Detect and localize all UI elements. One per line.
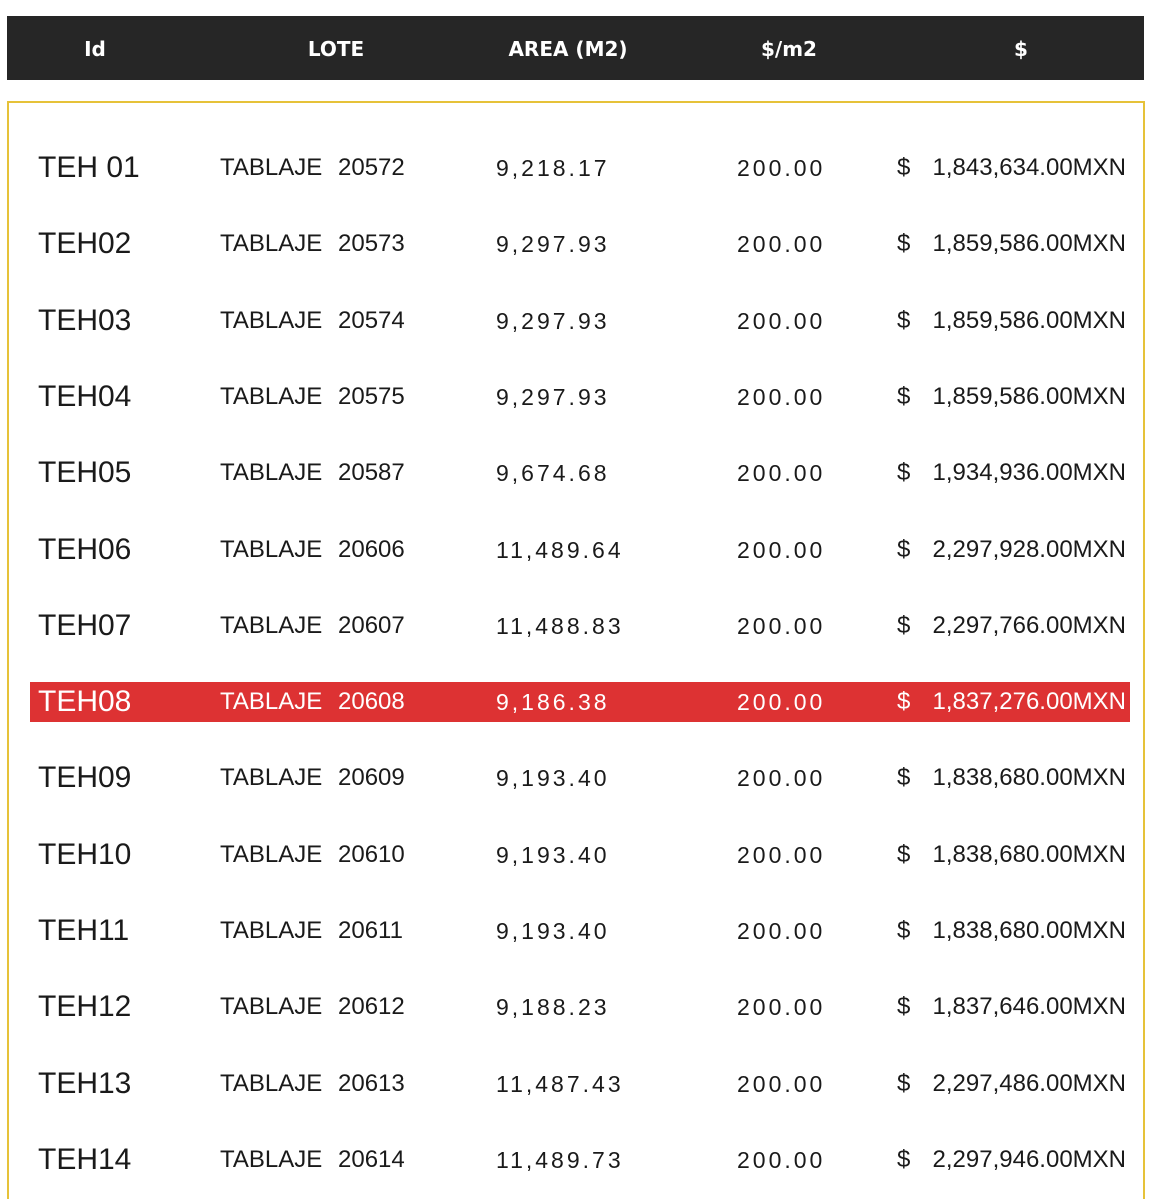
lot-price-per-m2: 200.00	[737, 384, 826, 410]
lot-price: 2,297,928.00MXN	[932, 536, 1126, 563]
lot-price: 1,859,586.00MXN	[932, 307, 1126, 334]
lot-number: 20575	[338, 383, 405, 410]
lot-number: 20572	[338, 154, 405, 181]
lot-type: TABLAJE	[220, 841, 323, 868]
lot-type: TABLAJE	[220, 536, 323, 563]
lot-id: TEH06	[38, 533, 132, 566]
lot-number: 20609	[338, 764, 405, 791]
currency-symbol: $	[897, 230, 911, 257]
lot-type: TABLAJE	[220, 383, 323, 410]
lot-type: TABLAJE	[220, 917, 323, 944]
lot-price: 2,297,486.00MXN	[932, 1070, 1126, 1097]
lot-type: TABLAJE	[220, 764, 323, 791]
table-header	[7, 16, 1144, 80]
currency-symbol: $	[897, 917, 911, 944]
currency-symbol: $	[897, 307, 911, 334]
table-row	[30, 453, 1130, 493]
currency-symbol: $	[897, 154, 911, 181]
lot-price-per-m2: 200.00	[737, 308, 826, 334]
lot-price-per-m2: 200.00	[737, 155, 826, 181]
table-row	[30, 1140, 1130, 1180]
lot-area: 9,218.17	[496, 155, 610, 181]
currency-symbol: $	[897, 459, 911, 486]
currency-symbol: $	[897, 764, 911, 791]
lot-id: TEH14	[38, 1143, 132, 1176]
lot-area: 9,297.93	[496, 384, 610, 410]
lot-price-per-m2: 200.00	[737, 231, 826, 257]
lot-area: 11,489.73	[496, 1147, 624, 1173]
lot-id: TEH11	[38, 914, 130, 947]
lot-id: TEH05	[38, 456, 132, 489]
lot-id: TEH02	[38, 227, 132, 260]
lot-id: TEH03	[38, 304, 132, 337]
lot-area: 11,487.43	[496, 1071, 624, 1097]
table-row-highlighted	[30, 682, 1130, 722]
column-header-id: Id	[84, 37, 106, 61]
table-row	[30, 377, 1130, 417]
lot-price: 1,837,276.00MXN	[932, 688, 1126, 715]
lot-id: TEH09	[38, 761, 132, 794]
lot-id: TEH10	[38, 838, 132, 871]
currency-symbol: $	[897, 536, 911, 563]
table-row	[30, 758, 1130, 798]
lot-type: TABLAJE	[220, 1070, 323, 1097]
lot-price: 2,297,946.00MXN	[932, 1146, 1126, 1173]
lot-price-per-m2: 200.00	[737, 1147, 826, 1173]
table-row	[30, 301, 1130, 341]
lot-number: 20612	[338, 993, 405, 1020]
lot-id: TEH08	[38, 685, 132, 718]
lot-price-per-m2: 200.00	[737, 918, 826, 944]
table-row	[30, 606, 1130, 646]
column-header-area: AREA (M2)	[508, 37, 628, 61]
lot-type: TABLAJE	[220, 993, 323, 1020]
lot-type: TABLAJE	[220, 459, 323, 486]
lot-type: TABLAJE	[220, 230, 323, 257]
lot-price-per-m2: 200.00	[737, 765, 826, 791]
lot-area: 11,488.83	[496, 613, 624, 639]
lot-price: 1,837,646.00MXN	[932, 993, 1126, 1020]
lot-type: TABLAJE	[220, 688, 323, 715]
lot-price-per-m2: 200.00	[737, 537, 826, 563]
lot-area: 9,297.93	[496, 231, 610, 257]
lot-number: 20606	[338, 536, 405, 563]
lot-area: 9,193.40	[496, 918, 610, 944]
table-row	[30, 1064, 1130, 1104]
lot-price: 2,297,766.00MXN	[932, 612, 1126, 639]
table-row	[30, 224, 1130, 264]
lot-area: 9,297.93	[496, 308, 610, 334]
currency-symbol: $	[897, 1146, 911, 1173]
lot-price: 1,859,586.00MXN	[932, 230, 1126, 257]
lot-id: TEH13	[38, 1067, 132, 1100]
lot-price: 1,838,680.00MXN	[932, 841, 1126, 868]
lot-number: 20608	[338, 688, 405, 715]
lot-number: 20573	[338, 230, 405, 257]
lot-price-per-m2: 200.00	[737, 613, 826, 639]
currency-symbol: $	[897, 993, 911, 1020]
currency-symbol: $	[897, 612, 911, 639]
lot-price-per-m2: 200.00	[737, 994, 826, 1020]
lot-area: 9,193.40	[496, 842, 610, 868]
lot-price: 1,934,936.00MXN	[932, 459, 1126, 486]
table-row	[30, 987, 1130, 1027]
lot-type: TABLAJE	[220, 612, 323, 639]
lot-price: 1,859,586.00MXN	[932, 383, 1126, 410]
table-row	[30, 835, 1130, 875]
lot-area: 9,188.23	[496, 994, 610, 1020]
lot-area: 11,489.64	[496, 537, 624, 563]
lot-price-per-m2: 200.00	[737, 842, 826, 868]
lot-number: 20610	[338, 841, 405, 868]
currency-symbol: $	[897, 688, 911, 715]
lot-id: TEH07	[38, 609, 132, 642]
lot-number: 20613	[338, 1070, 405, 1097]
lot-type: TABLAJE	[220, 307, 323, 334]
lot-price-per-m2: 200.00	[737, 689, 826, 715]
currency-symbol: $	[897, 1070, 911, 1097]
lot-number: 20614	[338, 1146, 405, 1173]
lot-number: 20607	[338, 612, 405, 639]
lot-area: 9,186.38	[496, 689, 610, 715]
lot-id: TEH 01	[38, 151, 140, 184]
column-header-lote: LOTE	[307, 37, 365, 61]
table-frame	[7, 101, 1145, 1199]
lot-type: TABLAJE	[220, 154, 323, 181]
lot-type: TABLAJE	[220, 1146, 323, 1173]
lot-id: TEH04	[38, 380, 132, 413]
column-header-price: $	[1014, 37, 1028, 61]
lot-price-per-m2: 200.00	[737, 460, 826, 486]
lot-number: 20574	[338, 307, 405, 334]
table-row	[30, 530, 1130, 570]
lot-number: 20611	[338, 917, 403, 944]
lot-price: 1,843,634.00MXN	[932, 154, 1126, 181]
currency-symbol: $	[897, 383, 911, 410]
lot-id: TEH12	[38, 990, 132, 1023]
lot-area: 9,674.68	[496, 460, 610, 486]
lot-number: 20587	[338, 459, 405, 486]
lot-price: 1,838,680.00MXN	[932, 764, 1126, 791]
currency-symbol: $	[897, 841, 911, 868]
lot-area: 9,193.40	[496, 765, 610, 791]
table-row	[30, 148, 1130, 188]
lot-price: 1,838,680.00MXN	[932, 917, 1126, 944]
lot-price-per-m2: 200.00	[737, 1071, 826, 1097]
column-header-rate: $/m2	[761, 37, 817, 61]
table-row	[30, 911, 1130, 951]
